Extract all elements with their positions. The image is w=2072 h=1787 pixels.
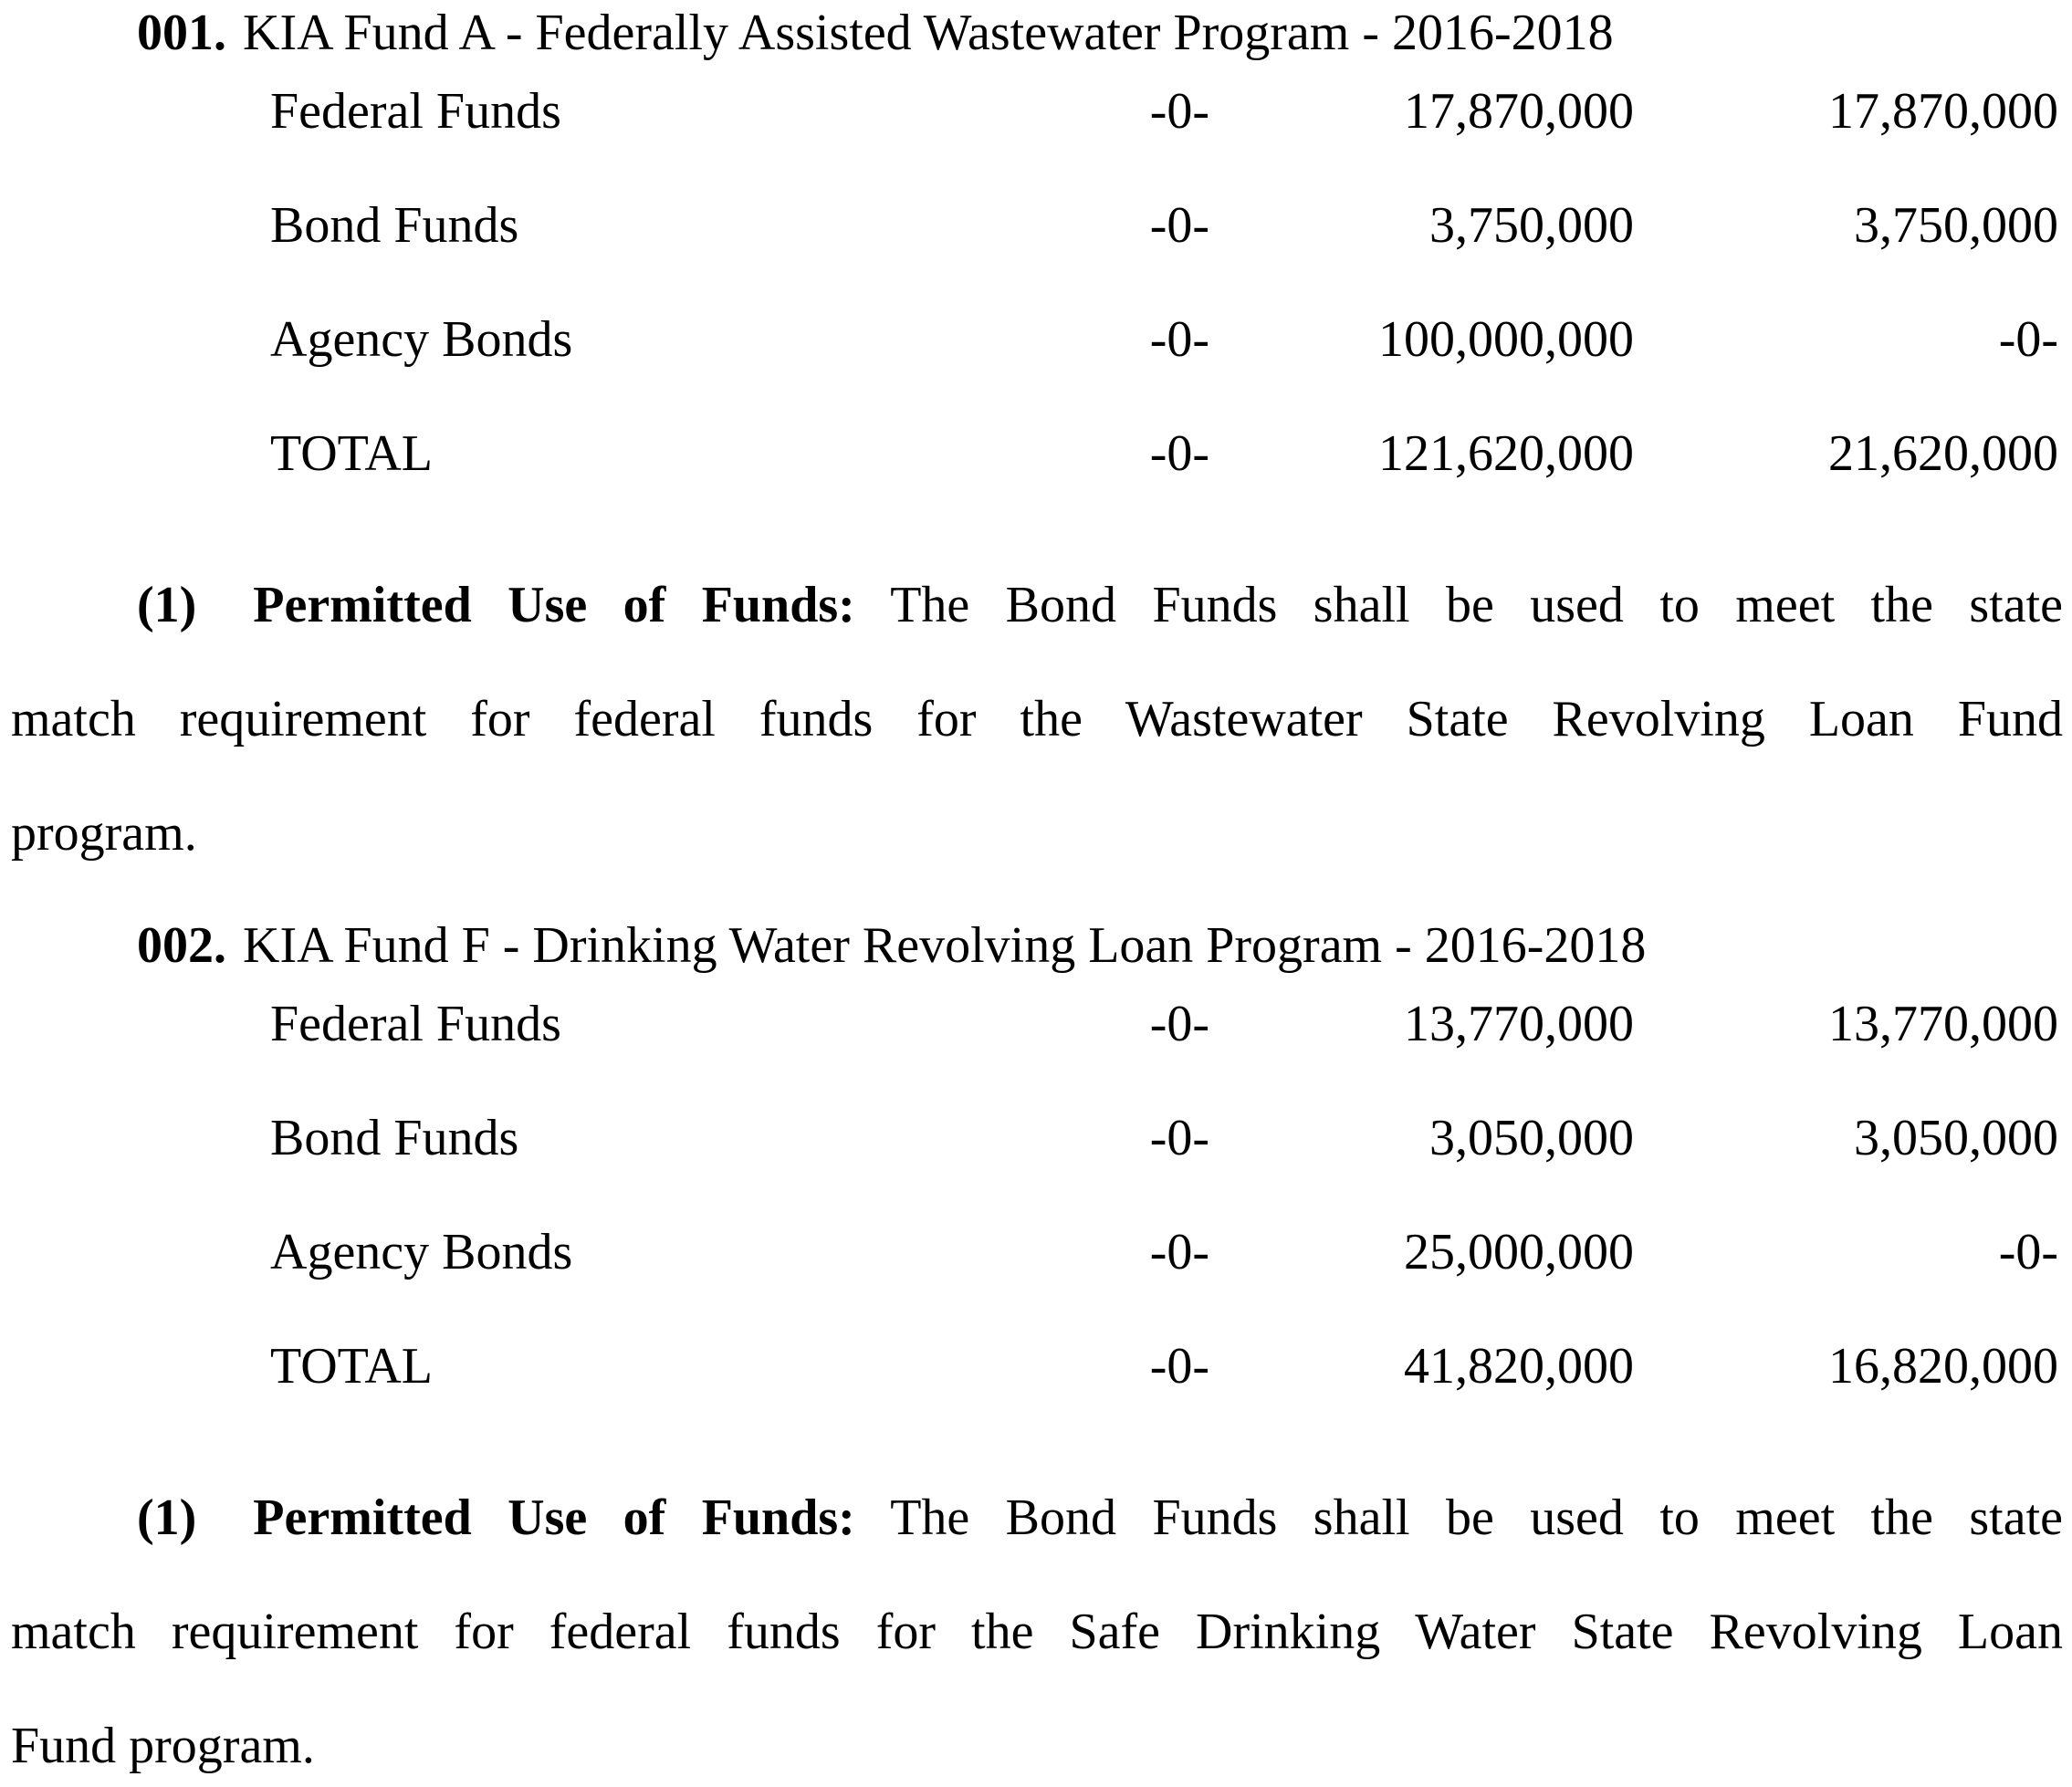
section-number: 001. bbox=[137, 5, 226, 61]
row-value-col1: -0- bbox=[1149, 1338, 1209, 1395]
row-value-col3: 16,820,000 bbox=[1828, 1338, 2058, 1395]
paragraph-line bbox=[11, 577, 2063, 633]
section-title: KIA Fund A - Federally Assisted Wastewater Program - 2016-2018 bbox=[243, 5, 1614, 61]
note-text: The Bond Funds shall be used to meet the state bbox=[890, 1489, 2063, 1546]
row-value-col2: 121,620,000 bbox=[1378, 425, 1634, 482]
row-value-col2: 25,000,000 bbox=[1404, 1224, 1634, 1280]
row-label: TOTAL bbox=[270, 1338, 434, 1395]
row-value-col3: 3,050,000 bbox=[1854, 1110, 2058, 1166]
row-label: Federal Funds bbox=[270, 996, 561, 1052]
row-label: Bond Funds bbox=[270, 1110, 519, 1166]
section-number: 002. bbox=[137, 917, 226, 974]
row-value-col3: 13,770,000 bbox=[1828, 996, 2058, 1052]
row-label: Agency Bonds bbox=[270, 1224, 573, 1280]
row-value-col1: -0- bbox=[1149, 1224, 1209, 1280]
row-label: Agency Bonds bbox=[270, 311, 573, 368]
note-number: (1) bbox=[137, 1489, 197, 1546]
paragraph-line: match requirement for federal funds for the Wastewater State Revolving Loan Fund bbox=[11, 691, 2063, 747]
row-value-col2: 17,870,000 bbox=[1404, 83, 1634, 140]
row-value-col3: -0- bbox=[1998, 1224, 2058, 1280]
row-label: Federal Funds bbox=[270, 83, 561, 140]
note-text: The Bond Funds shall be used to meet the state bbox=[890, 577, 2063, 633]
paragraph-line bbox=[11, 1489, 2063, 1546]
row-value-col3: 3,750,000 bbox=[1854, 197, 2058, 254]
note-number: (1) bbox=[137, 577, 197, 633]
row-value-col2: 3,750,000 bbox=[1429, 197, 1634, 254]
section-title: KIA Fund F - Drinking Water Revolving Loan Program - 2016-2018 bbox=[243, 917, 1647, 974]
paragraph-line: match requirement for federal funds for the Safe Drinking Water State Revolving Loan bbox=[11, 1604, 2063, 1660]
note-lead: Permitted Use of Funds: bbox=[253, 577, 855, 633]
row-value-col1: -0- bbox=[1149, 311, 1209, 368]
row-value-col1: -0- bbox=[1149, 83, 1209, 140]
row-value-col2: 100,000,000 bbox=[1378, 311, 1634, 368]
row-value-col3: -0- bbox=[1998, 311, 2058, 368]
row-value-col1: -0- bbox=[1149, 1110, 1209, 1166]
section-heading-001 bbox=[137, 5, 1614, 61]
row-value-col2: 13,770,000 bbox=[1404, 996, 1634, 1052]
section-heading-002 bbox=[137, 917, 1647, 974]
row-value-col2: 41,820,000 bbox=[1404, 1338, 1634, 1395]
row-value-col3: 17,870,000 bbox=[1828, 83, 2058, 140]
row-value-col3: 21,620,000 bbox=[1828, 425, 2058, 482]
note-lead: Permitted Use of Funds: bbox=[253, 1489, 855, 1546]
paragraph-line: program. bbox=[11, 805, 197, 862]
row-label: Bond Funds bbox=[270, 197, 519, 254]
row-value-col1: -0- bbox=[1149, 197, 1209, 254]
paragraph-line: Fund program. bbox=[11, 1718, 315, 1774]
row-value-col2: 3,050,000 bbox=[1429, 1110, 1634, 1166]
row-value-col1: -0- bbox=[1149, 425, 1209, 482]
row-label: TOTAL bbox=[270, 425, 434, 482]
row-value-col1: -0- bbox=[1149, 996, 1209, 1052]
